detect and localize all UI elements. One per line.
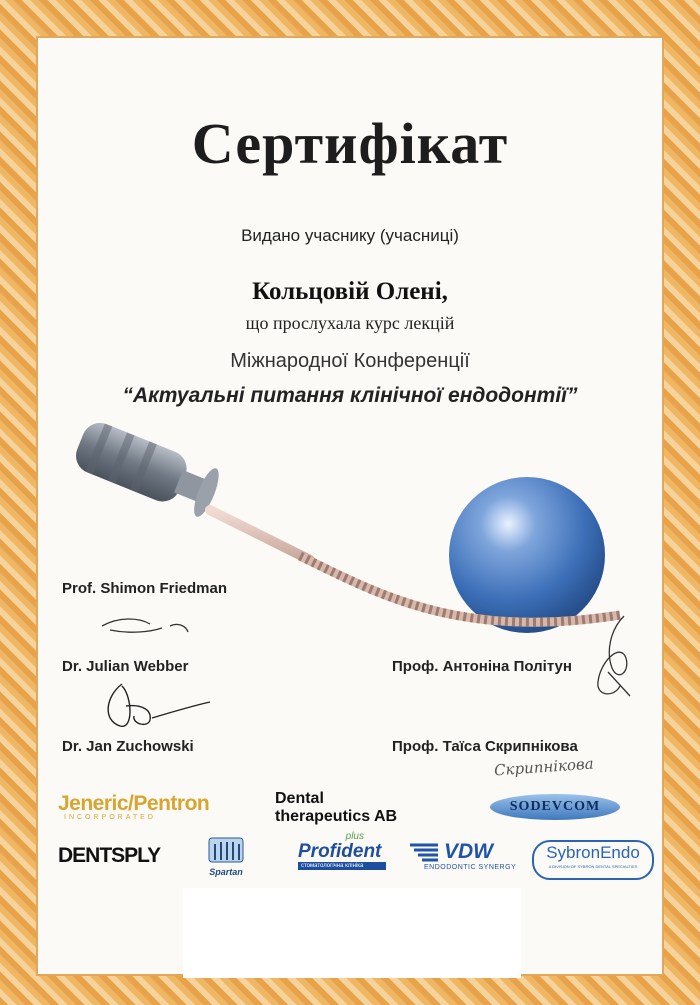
signature-politun xyxy=(590,612,640,702)
conference-title: “Актуальні питання клінічної ендодонтії” xyxy=(122,384,578,407)
spartan-logo xyxy=(205,836,247,876)
spartan-text: Spartan xyxy=(209,867,243,877)
dental-line1: Dental xyxy=(275,790,324,807)
signatory-zuchowski: Dr. Jan Zuchowski xyxy=(62,738,194,755)
dental-therapeutics-logo xyxy=(275,790,397,826)
profident-name: Profident xyxy=(298,841,382,862)
certificate-title: Сертифікат xyxy=(191,111,509,176)
issued-to-label: Видано учаснику (учасниці) xyxy=(241,226,459,245)
sodevcom-text: SODEVCOM xyxy=(509,799,601,814)
signatory-friedman: Prof. Shimon Friedman xyxy=(62,580,228,597)
dentsply-text: DENTSPLY xyxy=(58,844,161,867)
vdw-sub: ENDODONTIC SYNERGY xyxy=(424,864,517,871)
spartan-emblem-icon xyxy=(205,836,247,864)
profident-logo xyxy=(298,832,394,870)
jeneric-pentron-logo xyxy=(58,792,218,821)
profident-sub: стоматологічна клініка xyxy=(298,862,386,870)
sybronendo-logo xyxy=(532,840,654,880)
sodevcom-logo xyxy=(490,794,620,820)
dentsply-logo xyxy=(58,844,160,868)
signature-skrypnikova: Скрипнікова xyxy=(493,754,595,780)
sybronendo-sub: A DIVISION OF SYBRON DENTAL SPECIALTIES xyxy=(548,864,638,869)
recipient-name: Кольцовій Олені, xyxy=(252,278,448,305)
signatory-politun: Проф. Антоніна Політун xyxy=(392,658,572,675)
signatory-webber: Dr. Julian Webber xyxy=(62,658,189,675)
signature-friedman xyxy=(100,612,190,642)
dental-line2: therapeutics AB xyxy=(275,808,398,825)
course-label: що прослухала курс лекцій xyxy=(245,313,455,333)
jeneric-sub: INCORPORATED xyxy=(64,814,156,821)
vdw-name: VDW xyxy=(444,840,493,863)
blue-sphere xyxy=(449,477,605,633)
vdw-wing-icon xyxy=(408,841,442,863)
jeneric-main: Jeneric/Pentron xyxy=(58,792,210,815)
conference-label: Міжнародної Конференції xyxy=(230,350,470,372)
signature-webber xyxy=(92,676,212,736)
profident-plus: plus xyxy=(345,831,364,842)
vdw-logo xyxy=(408,840,530,871)
signatory-skrypnikova: Проф. Таїса Скрипнікова xyxy=(392,738,578,755)
sybronendo-name: SybronEndo xyxy=(546,843,640,862)
footer-blank-box xyxy=(183,888,521,978)
